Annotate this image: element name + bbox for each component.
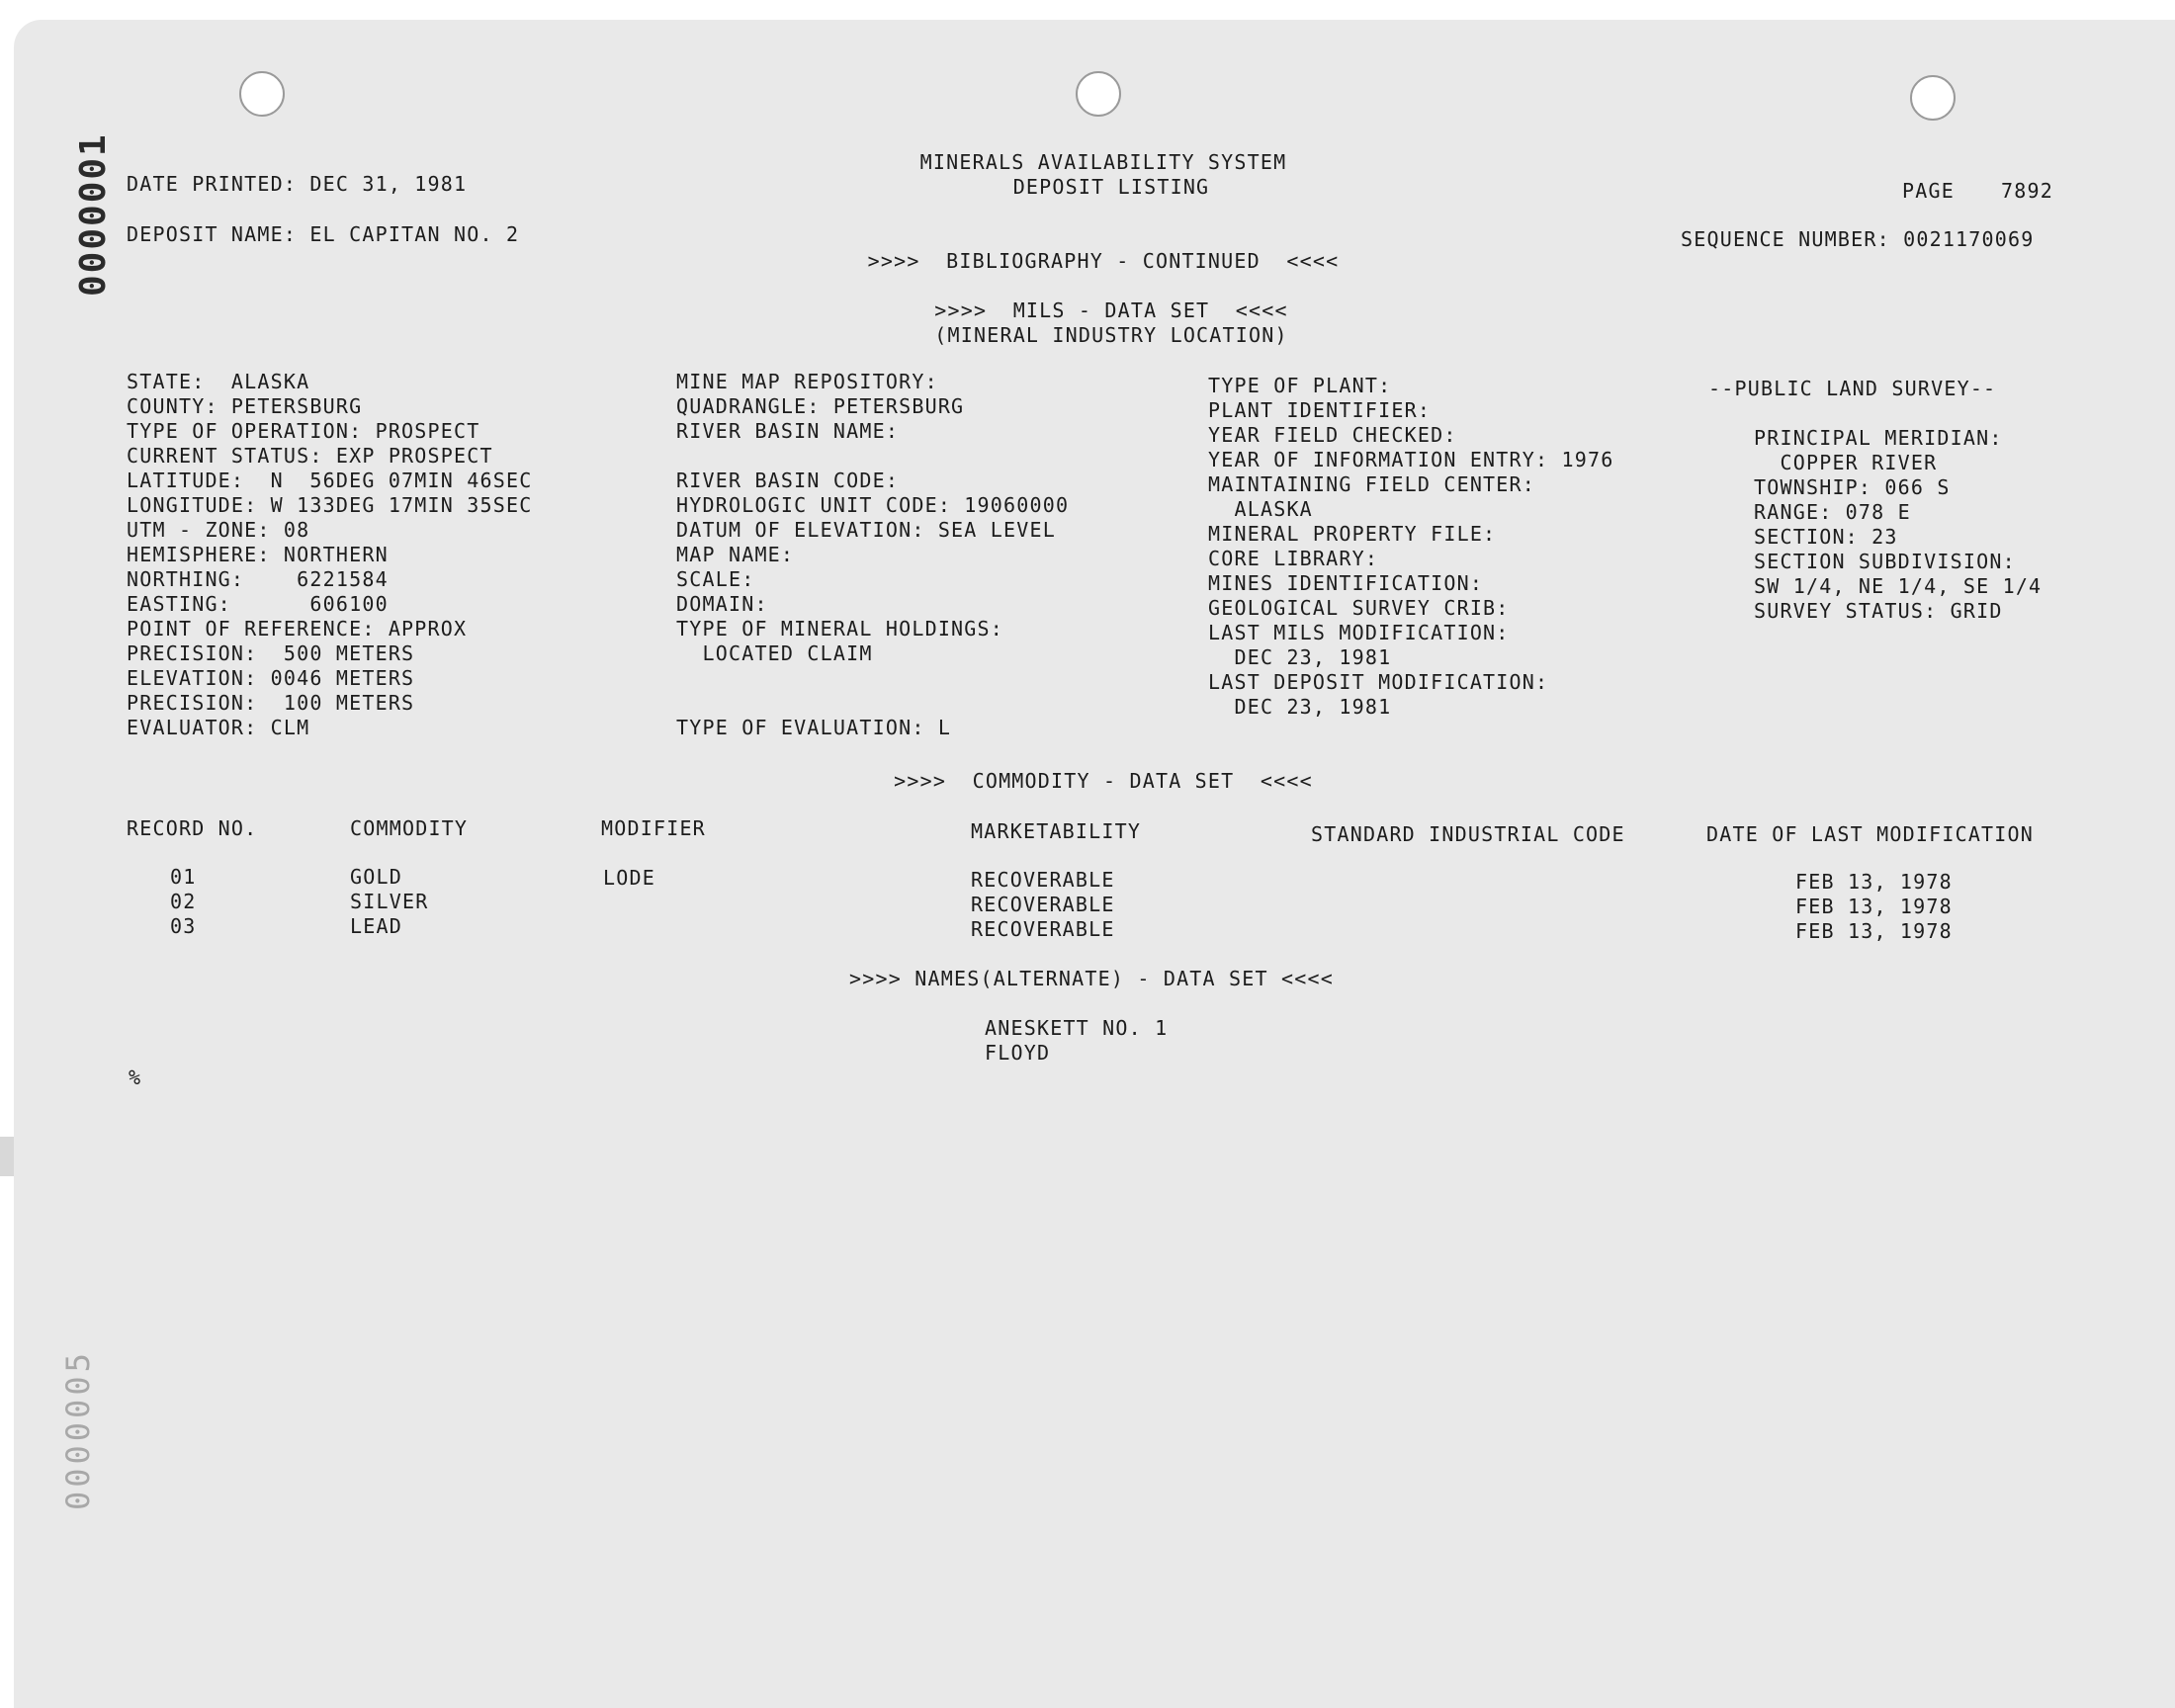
field-line: YEAR FIELD CHECKED: — [1208, 423, 1457, 447]
modifier-cell: LODE — [603, 866, 655, 890]
mils-heading: >>>> MILS - DATA SET <<<< — [934, 299, 1288, 322]
column-header-sic: STANDARD INDUSTRIAL CODE — [1311, 822, 1625, 846]
field-line: GEOLOGICAL SURVEY CRIB: — [1208, 596, 1510, 620]
film-index-stamp: 0000001 — [73, 132, 114, 297]
page-label: PAGE — [1902, 179, 1955, 203]
film-index-stamp-faded: 0000005 — [59, 1349, 97, 1510]
field-line: LATITUDE: N 56DEG 07MIN 46SEC — [127, 469, 533, 492]
names-heading: >>>> NAMES(ALTERNATE) - DATA SET <<<< — [849, 967, 1334, 990]
column-header-record: RECORD NO. — [127, 816, 258, 840]
field-line: QUADRANGLE: PETERSBURG — [676, 394, 965, 418]
field-line: LAST DEPOSIT MODIFICATION: — [1208, 670, 1549, 694]
column-header-date: DATE OF LAST MODIFICATION — [1706, 822, 2035, 846]
date-cell: FEB 13, 1978 — [1795, 895, 1953, 918]
field-line: MAINTAINING FIELD CENTER: — [1208, 472, 1536, 496]
field-line: CURRENT STATUS: EXP PROSPECT — [127, 444, 493, 468]
field-line: HEMISPHERE: NORTHERN — [127, 543, 389, 566]
date-cell: FEB 13, 1978 — [1795, 919, 1953, 943]
record-cell: 02 — [170, 890, 197, 913]
marketability-cell: RECOVERABLE — [971, 868, 1115, 892]
alternate-name: FLOYD — [985, 1041, 1051, 1065]
field-line: ALASKA — [1208, 497, 1313, 521]
punch-hole-right — [1910, 75, 1956, 121]
marketability-cell: RECOVERABLE — [971, 917, 1115, 941]
survey-heading: --PUBLIC LAND SURVEY-- — [1708, 377, 1997, 400]
field-line: EVALUATOR: CLM — [127, 716, 310, 739]
field-line: TYPE OF PLANT: — [1208, 374, 1392, 397]
field-line: PRINCIPAL MERIDIAN: — [1754, 426, 2003, 450]
field-line: TYPE OF OPERATION: PROSPECT — [127, 419, 480, 443]
deposit-name: DEPOSIT NAME: EL CAPITAN NO. 2 — [127, 222, 520, 246]
marketability-cell: RECOVERABLE — [971, 893, 1115, 916]
field-line: SURVEY STATUS: GRID — [1754, 599, 2003, 623]
column-header-commodity: COMMODITY — [350, 816, 469, 840]
punch-hole-center — [1076, 71, 1121, 117]
field-line: TYPE OF MINERAL HOLDINGS: — [676, 617, 1004, 640]
column-header-modifier: MODIFIER — [601, 816, 706, 840]
field-line: SCALE: — [676, 567, 755, 591]
field-line: ELEVATION: 0046 METERS — [127, 666, 415, 690]
field-line: DEC 23, 1981 — [1208, 695, 1392, 719]
field-line: SW 1/4, NE 1/4, SE 1/4 — [1754, 574, 2043, 598]
listing-title: DEPOSIT LISTING — [1012, 175, 1210, 199]
commodity-cell: GOLD — [350, 865, 402, 889]
field-line: NORTHING: 6221584 — [127, 567, 389, 591]
mils-subheading: (MINERAL INDUSTRY LOCATION) — [934, 323, 1288, 347]
field-line: MINERAL PROPERTY FILE: — [1208, 522, 1497, 546]
field-line: TOWNSHIP: 066 S — [1754, 475, 1951, 499]
sequence-number: SEQUENCE NUMBER: 0021170069 — [1681, 227, 2035, 251]
record-cell: 03 — [170, 914, 197, 938]
field-line: RANGE: 078 E — [1754, 500, 1911, 524]
field-line: RIVER BASIN CODE: — [676, 469, 900, 492]
field-line: PLANT IDENTIFIER: — [1208, 398, 1432, 422]
page-number: 7892 — [2001, 179, 2053, 203]
field-line: MINE MAP REPOSITORY: — [676, 370, 938, 393]
date-printed: DATE PRINTED: DEC 31, 1981 — [127, 172, 468, 196]
field-line: PRECISION: 500 METERS — [127, 641, 415, 665]
field-line: UTM - ZONE: 08 — [127, 518, 310, 542]
field-line: HYDROLOGIC UNIT CODE: 19060000 — [676, 493, 1070, 517]
field-line: POINT OF REFERENCE: APPROX — [127, 617, 468, 640]
commodity-cell: SILVER — [350, 890, 429, 913]
commodity-heading: >>>> COMMODITY - DATA SET <<<< — [894, 769, 1313, 793]
field-line: LAST MILS MODIFICATION: — [1208, 621, 1510, 644]
field-line: CORE LIBRARY: — [1208, 547, 1379, 570]
paper-edge-mark — [0, 1137, 14, 1176]
field-line: YEAR OF INFORMATION ENTRY: 1976 — [1208, 448, 1614, 471]
bibliography-heading: >>>> BIBLIOGRAPHY - CONTINUED <<<< — [867, 249, 1340, 273]
field-line: SECTION SUBDIVISION: — [1754, 550, 2016, 573]
record-cell: 01 — [170, 865, 197, 889]
end-mark: % — [129, 1066, 142, 1089]
field-line: PRECISION: 100 METERS — [127, 691, 415, 715]
field-line: DATUM OF ELEVATION: SEA LEVEL — [676, 518, 1056, 542]
field-line: LONGITUDE: W 133DEG 17MIN 35SEC — [127, 493, 533, 517]
field-line: COPPER RIVER — [1754, 451, 1938, 474]
field-line: EASTING: 606100 — [127, 592, 389, 616]
field-line: TYPE OF EVALUATION: L — [676, 716, 952, 739]
commodity-cell: LEAD — [350, 914, 402, 938]
field-line: SECTION: 23 — [1754, 525, 1898, 549]
column-header-marketability: MARKETABILITY — [971, 819, 1142, 843]
system-title: MINERALS AVAILABILITY SYSTEM — [919, 150, 1287, 174]
date-cell: FEB 13, 1978 — [1795, 870, 1953, 894]
field-line: DEC 23, 1981 — [1208, 645, 1392, 669]
field-line: STATE: ALASKA — [127, 370, 310, 393]
alternate-name: ANESKETT NO. 1 — [985, 1016, 1169, 1040]
field-line: RIVER BASIN NAME: — [676, 419, 900, 443]
field-line: DOMAIN: — [676, 592, 768, 616]
field-line: LOCATED CLAIM — [676, 641, 873, 665]
field-line: MAP NAME: — [676, 543, 795, 566]
field-line: MINES IDENTIFICATION: — [1208, 571, 1484, 595]
field-line: COUNTY: PETERSBURG — [127, 394, 363, 418]
punch-hole-left — [239, 71, 285, 117]
